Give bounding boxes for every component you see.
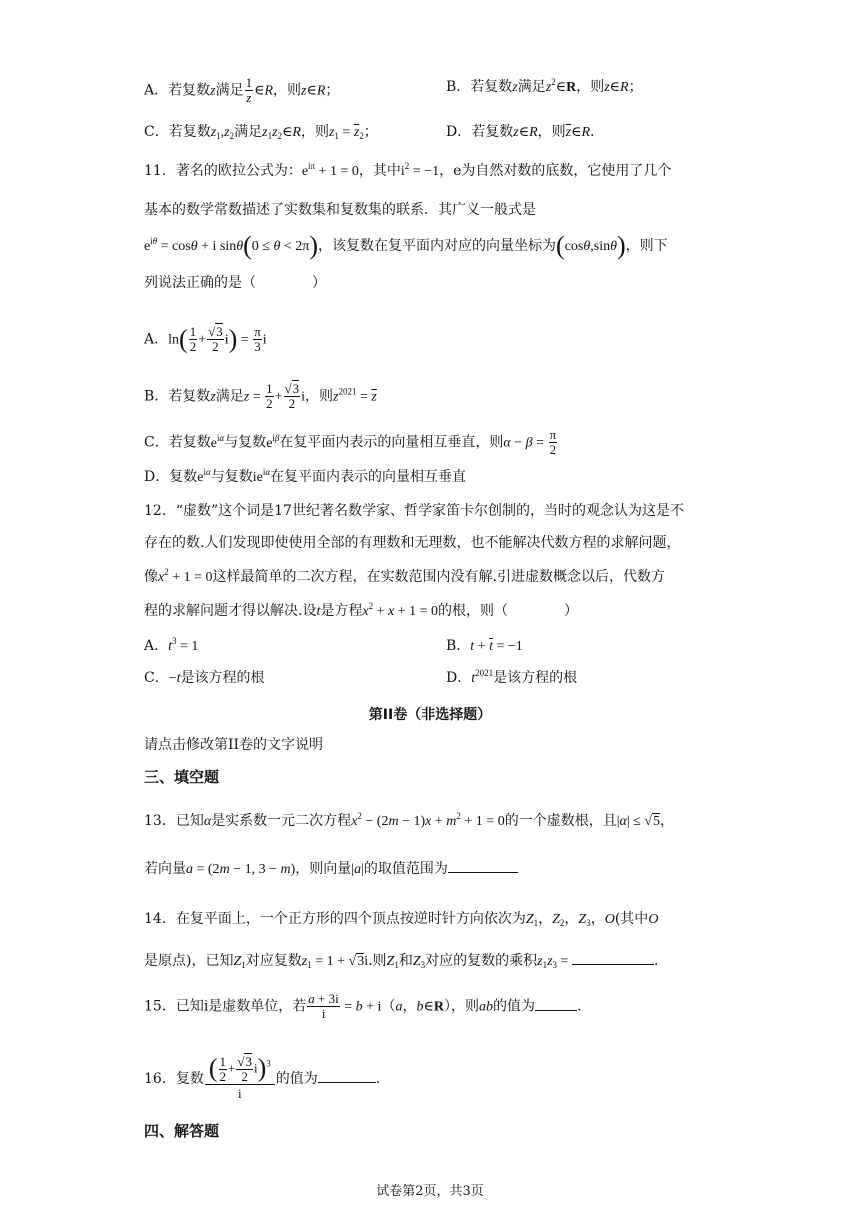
part-2-note[interactable]: 请点击修改第II卷的文字说明	[144, 737, 324, 753]
q12-line-1: 12．“虚数”这个词是17世纪著名数学家、哲学家笛卡尔创制的，当时的观念认为这是不	[144, 503, 684, 519]
q12-line-4: 程的求解问题才得以解决.设t是方程$x^2 + x + 1 = 0$的根，则（ ）	[144, 601, 578, 619]
q12-line-3: 像$x^2 + 1 = 0$这样最简单的二次方程，在实数范围内没有解.引进虚数概念以后，代数方	[144, 567, 665, 585]
q12-option-c: C．−t是该方程的根	[144, 670, 265, 686]
q10-option-a: A．若复数z满足 $\frac{1}{z}$ ∈R，则z∈R；	[144, 75, 340, 105]
part-2-title: 第II卷（非选择题）	[368, 707, 492, 723]
q11-option-b: B．若复数z满足z = $\frac{1}{2}$ + $\frac{√3}{2}$ i，则$z^{2021} = \overline{z}$	[144, 381, 377, 411]
section-4-heading: 四、解答题	[144, 1122, 220, 1140]
q12-option-a: A．$t^3 = 1$	[144, 636, 199, 654]
q11-line-4: 列说法正确的是（ ）	[144, 275, 326, 291]
q13-line-2: 若向量a = (2m − 1, 3 − m)，则向量|a|的取值范围为	[144, 856, 518, 881]
q10-option-d: D．若复数z∈R，则$\overline{z}\in R$.	[446, 124, 595, 140]
q11-option-d: D．复数$e^{i\alpha}$与复数$ie^{i\alpha}$在复平面内表示的向量相互垂直	[144, 467, 467, 485]
section-3-heading: 三、填空题	[144, 768, 220, 786]
q14-line-1: 14．在复平面上，一个正方形的四个顶点按逆时针方向依次为$Z_1$，$Z_2$，$Z_3$，O(其中O	[144, 911, 659, 928]
q12-option-d: D．$t^{2021}$是该方程的根	[446, 668, 578, 686]
q12-option-b: B．$t + \overline{t} = -1$	[446, 638, 523, 654]
q15-line: 15．已知i是虚数单位，若 $\frac{a + 3i}{i}$ = b + i（a，b∈R），则ab的值为 .	[144, 991, 582, 1021]
q11-line-3: $e^{i\theta} = \cos\theta + i$ sinθ(0 ≤ θ < 2π)，该复数在复平面内对应的向量坐标为(cosθ,sinθ)，则下	[144, 231, 668, 260]
q11-option-a: A．ln( $\frac{1}{2}$ + $\frac{√3}{2}$ i) = $\frac{\pi}{3}$ i	[144, 324, 267, 354]
q11-line-1: 11．著名的欧拉公式为：$e^{i\pi} + 1 = 0$，其中$i^2 = -1$，e为自然对数的底数，它使用了几个	[144, 161, 672, 179]
q12-line-2: 存在的数.人们发现即使使用全部的有理数和无理数，也不能解决代数方程的求解问题，	[144, 535, 681, 551]
q10-option-c: C．若复数$z_1,z_2$满足$z_1z_2\in R$，则$z_1 = \overline{z}_2$；	[144, 124, 378, 141]
q11-line-2: 基本的数学常数描述了实数集和复数集的联系．其广义一般式是	[144, 202, 536, 218]
q13-line-1: 13．已知α是实系数一元二次方程$x^2 - (2m - 1)x + m^2 + 1 = 0$的一个虚数根，且|α| ≤ √5，	[144, 811, 675, 829]
q16-line: 16．复数 ( $\frac{1}{2}$ + $\frac{√3}{2}$ i)$^3$ i 的值为 .	[144, 1053, 381, 1101]
page-footer: 试卷第2页，共3页	[376, 1184, 484, 1199]
q10-option-b: B．若复数z满足$z^2\in R$，则z∈R；	[446, 77, 643, 95]
q14-line-2: 是原点)，已知$Z_1$对应复数$z_1 = 1 + √3i$.则$Z_1$和$Z_3$对应的复数的乘积$z_1z_3$ = .	[144, 948, 658, 973]
q11-option-c: C．若复数$e^{i\alpha}$与复数$e^{i\beta}$在复平面内表示的向量相互垂直，则α − β = $\frac{\pi}{2}$	[144, 427, 557, 457]
